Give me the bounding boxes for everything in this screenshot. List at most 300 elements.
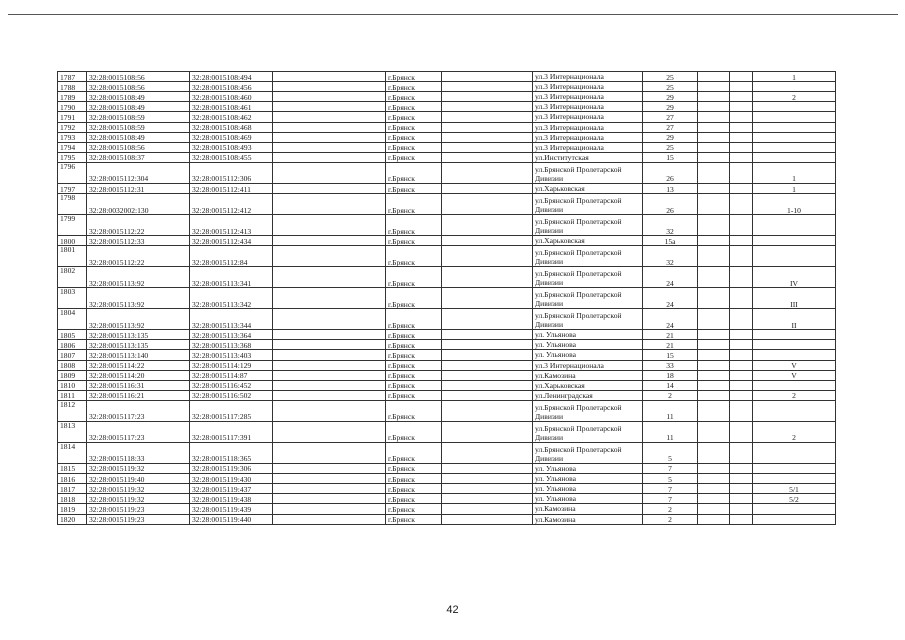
blank-cell xyxy=(698,340,730,350)
blank-cell xyxy=(698,215,730,236)
blank-cell xyxy=(273,72,386,82)
blank-cell xyxy=(698,246,730,267)
parcel-cadastral-number-cell: 32:28:0015119:32 xyxy=(87,484,190,494)
row-number-cell: 1805 xyxy=(58,330,87,340)
row-number-cell: 1790 xyxy=(58,102,87,112)
apartment-number-cell: 1 xyxy=(753,162,836,183)
apartment-number-cell: IV xyxy=(753,267,836,288)
street-cell: ул. Ульянова xyxy=(533,463,643,473)
row-number-cell: 1800 xyxy=(58,236,87,246)
house-number-cell: 26 xyxy=(643,194,698,215)
city-cell: г.Брянск xyxy=(386,340,442,350)
street-cell: ул.3 Интернационала xyxy=(533,142,643,152)
row-number-cell: 1798 xyxy=(58,194,87,215)
table-row xyxy=(58,236,836,246)
city-cell: г.Брянск xyxy=(386,122,442,132)
house-number-cell: 29 xyxy=(643,102,698,112)
blank-cell xyxy=(442,142,533,152)
object-cadastral-number-cell: 32:28:0015112:84 xyxy=(190,246,273,267)
apartment-number-cell xyxy=(753,350,836,360)
house-number-cell: 11 xyxy=(643,421,698,442)
blank-cell xyxy=(442,309,533,330)
house-number-cell: 13 xyxy=(643,183,698,193)
blank-cell xyxy=(442,474,533,484)
blank-cell xyxy=(442,132,533,142)
apartment-number-cell xyxy=(753,340,836,350)
blank-cell xyxy=(273,194,386,215)
blank-cell xyxy=(442,421,533,442)
top-rule xyxy=(8,14,898,15)
city-cell: г.Брянск xyxy=(386,162,442,183)
parcel-cadastral-number-cell: 32:28:0015112:31 xyxy=(87,183,190,193)
apartment-number-cell xyxy=(753,122,836,132)
street-cell: ул.Брянской Пролетарской Дивизии xyxy=(533,215,643,236)
blank-cell xyxy=(698,122,730,132)
table-row xyxy=(58,494,836,504)
apartment-number-cell xyxy=(753,514,836,524)
blank-cell xyxy=(698,194,730,215)
table-row xyxy=(58,340,836,350)
city-cell: г.Брянск xyxy=(386,494,442,504)
street-cell: ул.Институтская xyxy=(533,152,643,162)
apartment-number-cell xyxy=(753,246,836,267)
blank-cell xyxy=(698,350,730,360)
parcel-cadastral-number-cell: 32:28:0015119:40 xyxy=(87,474,190,484)
blank-cell xyxy=(730,474,753,484)
blank-cell xyxy=(698,360,730,370)
house-number-cell: 32 xyxy=(643,246,698,267)
object-cadastral-number-cell: 32:28:0015117:285 xyxy=(190,400,273,421)
parcel-cadastral-number-cell: 32:28:0015112:22 xyxy=(87,215,190,236)
blank-cell xyxy=(730,309,753,330)
apartment-number-cell xyxy=(753,380,836,390)
object-cadastral-number-cell: 32:28:0015108:460 xyxy=(190,92,273,102)
blank-cell xyxy=(698,370,730,380)
blank-cell xyxy=(730,72,753,82)
city-cell: г.Брянск xyxy=(386,400,442,421)
parcel-cadastral-number-cell: 32:28:0015114:20 xyxy=(87,370,190,380)
blank-cell xyxy=(698,400,730,421)
street-cell: ул.Брянской Пролетарской Дивизии xyxy=(533,421,643,442)
register-table xyxy=(57,71,836,525)
blank-cell xyxy=(273,421,386,442)
blank-cell xyxy=(730,504,753,514)
blank-cell xyxy=(442,92,533,102)
blank-cell xyxy=(273,442,386,463)
house-number-cell: 15а xyxy=(643,236,698,246)
blank-cell xyxy=(273,267,386,288)
row-number-cell: 1789 xyxy=(58,92,87,102)
blank-cell xyxy=(730,194,753,215)
city-cell: г.Брянск xyxy=(386,82,442,92)
blank-cell xyxy=(273,360,386,370)
apartment-number-cell xyxy=(753,82,836,92)
blank-cell xyxy=(698,380,730,390)
object-cadastral-number-cell: 32:28:0015113:341 xyxy=(190,267,273,288)
object-cadastral-number-cell: 32:28:0015108:456 xyxy=(190,82,273,92)
blank-cell xyxy=(273,288,386,309)
blank-cell xyxy=(273,112,386,122)
blank-cell xyxy=(730,246,753,267)
table-row xyxy=(58,442,836,463)
city-cell: г.Брянск xyxy=(386,474,442,484)
parcel-cadastral-number-cell: 32:28:0015119:23 xyxy=(87,504,190,514)
blank-cell xyxy=(730,390,753,400)
parcel-cadastral-number-cell: 32:28:0015116:21 xyxy=(87,390,190,400)
parcel-cadastral-number-cell: 32:28:0015108:56 xyxy=(87,82,190,92)
blank-cell xyxy=(442,267,533,288)
apartment-number-cell: III xyxy=(753,288,836,309)
blank-cell xyxy=(442,330,533,340)
street-cell: ул.3 Интернационала xyxy=(533,360,643,370)
table-row xyxy=(58,474,836,484)
table-row xyxy=(58,102,836,112)
street-cell: ул.3 Интернационала xyxy=(533,132,643,142)
city-cell: г.Брянск xyxy=(386,183,442,193)
street-cell: ул.Харьковская xyxy=(533,380,643,390)
blank-cell xyxy=(730,330,753,340)
house-number-cell: 14 xyxy=(643,380,698,390)
parcel-cadastral-number-cell: 32:28:0015117:23 xyxy=(87,400,190,421)
house-number-cell: 15 xyxy=(643,152,698,162)
object-cadastral-number-cell: 32:28:0015108:494 xyxy=(190,72,273,82)
blank-cell xyxy=(698,183,730,193)
street-cell: ул.3 Интернационала xyxy=(533,122,643,132)
apartment-number-cell: 2 xyxy=(753,92,836,102)
apartment-number-cell: 5/2 xyxy=(753,494,836,504)
parcel-cadastral-number-cell: 32:28:0015108:37 xyxy=(87,152,190,162)
house-number-cell: 2 xyxy=(643,504,698,514)
table-row xyxy=(58,463,836,473)
object-cadastral-number-cell: 32:28:0015112:412 xyxy=(190,194,273,215)
row-number-cell: 1787 xyxy=(58,72,87,82)
street-cell: ул.Брянской Пролетарской Дивизии xyxy=(533,288,643,309)
apartment-number-cell: 5/1 xyxy=(753,484,836,494)
table-row xyxy=(58,504,836,514)
blank-cell xyxy=(442,360,533,370)
table-row xyxy=(58,421,836,442)
apartment-number-cell xyxy=(753,152,836,162)
blank-cell xyxy=(698,142,730,152)
blank-cell xyxy=(730,162,753,183)
parcel-cadastral-number-cell: 32:28:0015114:22 xyxy=(87,360,190,370)
blank-cell xyxy=(273,514,386,524)
table-row xyxy=(58,380,836,390)
blank-cell xyxy=(730,267,753,288)
city-cell: г.Брянск xyxy=(386,267,442,288)
blank-cell xyxy=(698,267,730,288)
table-row xyxy=(58,82,836,92)
house-number-cell: 27 xyxy=(643,122,698,132)
city-cell: г.Брянск xyxy=(386,463,442,473)
apartment-number-cell xyxy=(753,504,836,514)
blank-cell xyxy=(442,246,533,267)
city-cell: г.Брянск xyxy=(386,390,442,400)
apartment-number-cell: 2 xyxy=(753,390,836,400)
row-number-cell: 1794 xyxy=(58,142,87,152)
blank-cell xyxy=(698,92,730,102)
street-cell: ул.3 Интернационала xyxy=(533,72,643,82)
table-row xyxy=(58,400,836,421)
city-cell: г.Брянск xyxy=(386,246,442,267)
table-row xyxy=(58,183,836,193)
table-row xyxy=(58,215,836,236)
row-number-cell: 1802 xyxy=(58,267,87,288)
street-cell: ул.Харьковская xyxy=(533,183,643,193)
house-number-cell: 11 xyxy=(643,400,698,421)
parcel-cadastral-number-cell: 32:28:0015108:56 xyxy=(87,72,190,82)
parcel-cadastral-number-cell: 32:28:0015117:23 xyxy=(87,421,190,442)
blank-cell xyxy=(698,288,730,309)
street-cell: ул. Ульянова xyxy=(533,350,643,360)
row-number-cell: 1816 xyxy=(58,474,87,484)
blank-cell xyxy=(730,288,753,309)
city-cell: г.Брянск xyxy=(386,112,442,122)
house-number-cell: 7 xyxy=(643,484,698,494)
house-number-cell: 29 xyxy=(643,132,698,142)
street-cell: ул.3 Интернационала xyxy=(533,82,643,92)
table-row xyxy=(58,132,836,142)
table-row xyxy=(58,194,836,215)
blank-cell xyxy=(698,442,730,463)
house-number-cell: 24 xyxy=(643,267,698,288)
object-cadastral-number-cell: 32:28:0015117:391 xyxy=(190,421,273,442)
object-cadastral-number-cell: 32:28:0015113:403 xyxy=(190,350,273,360)
table-row xyxy=(58,112,836,122)
row-number-cell: 1814 xyxy=(58,442,87,463)
street-cell: ул.Ленинградская xyxy=(533,390,643,400)
row-number-cell: 1807 xyxy=(58,350,87,360)
parcel-cadastral-number-cell: 32:28:0015118:33 xyxy=(87,442,190,463)
object-cadastral-number-cell: 32:28:0015114:87 xyxy=(190,370,273,380)
row-number-cell: 1788 xyxy=(58,82,87,92)
blank-cell xyxy=(442,463,533,473)
blank-cell xyxy=(273,162,386,183)
object-cadastral-number-cell: 32:28:0015119:439 xyxy=(190,504,273,514)
street-cell: ул.Брянской Пролетарской Дивизии xyxy=(533,246,643,267)
blank-cell xyxy=(730,92,753,102)
house-number-cell: 15 xyxy=(643,350,698,360)
row-number-cell: 1819 xyxy=(58,504,87,514)
parcel-cadastral-number-cell: 32:28:0015108:49 xyxy=(87,102,190,112)
object-cadastral-number-cell: 32:28:0015108:462 xyxy=(190,112,273,122)
parcel-cadastral-number-cell: 32:28:0015119:32 xyxy=(87,463,190,473)
blank-cell xyxy=(730,350,753,360)
city-cell: г.Брянск xyxy=(386,514,442,524)
blank-cell xyxy=(730,82,753,92)
street-cell: ул. Ульянова xyxy=(533,340,643,350)
street-cell: ул. Ульянова xyxy=(533,494,643,504)
blank-cell xyxy=(442,494,533,504)
blank-cell xyxy=(698,152,730,162)
blank-cell xyxy=(273,132,386,142)
house-number-cell: 25 xyxy=(643,72,698,82)
house-number-cell: 32 xyxy=(643,215,698,236)
blank-cell xyxy=(730,463,753,473)
blank-cell xyxy=(442,236,533,246)
table-row xyxy=(58,484,836,494)
blank-cell xyxy=(442,390,533,400)
city-cell: г.Брянск xyxy=(386,380,442,390)
apartment-number-cell: 1 xyxy=(753,72,836,82)
blank-cell xyxy=(698,162,730,183)
apartment-number-cell xyxy=(753,463,836,473)
blank-cell xyxy=(730,183,753,193)
city-cell: г.Брянск xyxy=(386,421,442,442)
street-cell: ул.Брянской Пролетарской Дивизии xyxy=(533,309,643,330)
table-row xyxy=(58,288,836,309)
parcel-cadastral-number-cell: 32:28:0015112:22 xyxy=(87,246,190,267)
blank-cell xyxy=(730,152,753,162)
blank-cell xyxy=(273,102,386,112)
row-number-cell: 1818 xyxy=(58,494,87,504)
street-cell: ул. Ульянова xyxy=(533,484,643,494)
blank-cell xyxy=(442,442,533,463)
blank-cell xyxy=(730,132,753,142)
street-cell: ул. Ульянова xyxy=(533,474,643,484)
city-cell: г.Брянск xyxy=(386,504,442,514)
blank-cell xyxy=(442,350,533,360)
object-cadastral-number-cell: 32:28:0015112:434 xyxy=(190,236,273,246)
city-cell: г.Брянск xyxy=(386,152,442,162)
object-cadastral-number-cell: 32:28:0015113:364 xyxy=(190,330,273,340)
apartment-number-cell xyxy=(753,132,836,142)
street-cell: ул.Брянской Пролетарской Дивизии xyxy=(533,267,643,288)
street-cell: ул.Брянской Пролетарской Дивизии xyxy=(533,162,643,183)
parcel-cadastral-number-cell: 32:28:0015108:49 xyxy=(87,92,190,102)
blank-cell xyxy=(442,183,533,193)
object-cadastral-number-cell: 32:28:0015108:493 xyxy=(190,142,273,152)
city-cell: г.Брянск xyxy=(386,102,442,112)
parcel-cadastral-number-cell: 32:28:0015108:49 xyxy=(87,132,190,142)
table-row xyxy=(58,370,836,380)
blank-cell xyxy=(442,288,533,309)
blank-cell xyxy=(730,484,753,494)
apartment-number-cell: 1 xyxy=(753,183,836,193)
object-cadastral-number-cell: 32:28:0015119:437 xyxy=(190,484,273,494)
blank-cell xyxy=(273,390,386,400)
row-number-cell: 1820 xyxy=(58,514,87,524)
blank-cell xyxy=(698,82,730,92)
row-number-cell: 1813 xyxy=(58,421,87,442)
object-cadastral-number-cell: 32:28:0015116:452 xyxy=(190,380,273,390)
row-number-cell: 1803 xyxy=(58,288,87,309)
street-cell: ул.3 Интернационала xyxy=(533,112,643,122)
blank-cell xyxy=(730,236,753,246)
house-number-cell: 5 xyxy=(643,442,698,463)
object-cadastral-number-cell: 32:28:0015113:342 xyxy=(190,288,273,309)
house-number-cell: 24 xyxy=(643,309,698,330)
blank-cell xyxy=(698,484,730,494)
object-cadastral-number-cell: 32:28:0015119:440 xyxy=(190,514,273,524)
parcel-cadastral-number-cell: 32:28:0015113:92 xyxy=(87,267,190,288)
city-cell: г.Брянск xyxy=(386,72,442,82)
street-cell: ул.Камозина xyxy=(533,504,643,514)
object-cadastral-number-cell: 32:28:0015119:438 xyxy=(190,494,273,504)
blank-cell xyxy=(442,215,533,236)
apartment-number-cell xyxy=(753,442,836,463)
row-number-cell: 1795 xyxy=(58,152,87,162)
table-row xyxy=(58,330,836,340)
object-cadastral-number-cell: 32:28:0015119:306 xyxy=(190,463,273,473)
city-cell: г.Брянск xyxy=(386,442,442,463)
blank-cell xyxy=(698,236,730,246)
street-cell: ул. Ульянова xyxy=(533,330,643,340)
blank-cell xyxy=(730,215,753,236)
row-number-cell: 1809 xyxy=(58,370,87,380)
street-cell: ул.Брянской Пролетарской Дивизии xyxy=(533,442,643,463)
blank-cell xyxy=(730,400,753,421)
blank-cell xyxy=(698,504,730,514)
house-number-cell: 33 xyxy=(643,360,698,370)
blank-cell xyxy=(273,215,386,236)
blank-cell xyxy=(273,82,386,92)
blank-cell xyxy=(698,390,730,400)
house-number-cell: 25 xyxy=(643,82,698,92)
blank-cell xyxy=(730,102,753,112)
parcel-cadastral-number-cell: 32:28:0015108:59 xyxy=(87,112,190,122)
row-number-cell: 1801 xyxy=(58,246,87,267)
blank-cell xyxy=(698,72,730,82)
house-number-cell: 5 xyxy=(643,474,698,484)
blank-cell xyxy=(273,183,386,193)
row-number-cell: 1804 xyxy=(58,309,87,330)
parcel-cadastral-number-cell: 32:28:0015119:23 xyxy=(87,514,190,524)
house-number-cell: 24 xyxy=(643,288,698,309)
blank-cell xyxy=(273,484,386,494)
blank-cell xyxy=(698,474,730,484)
city-cell: г.Брянск xyxy=(386,92,442,102)
table-row xyxy=(58,72,836,82)
blank-cell xyxy=(730,442,753,463)
blank-cell xyxy=(442,112,533,122)
object-cadastral-number-cell: 32:28:0015112:306 xyxy=(190,162,273,183)
blank-cell xyxy=(273,494,386,504)
parcel-cadastral-number-cell: 32:28:0015112:33 xyxy=(87,236,190,246)
blank-cell xyxy=(273,309,386,330)
apartment-number-cell: 2 xyxy=(753,421,836,442)
blank-cell xyxy=(698,309,730,330)
row-number-cell: 1815 xyxy=(58,463,87,473)
table-row xyxy=(58,360,836,370)
city-cell: г.Брянск xyxy=(386,194,442,215)
object-cadastral-number-cell: 32:28:0015112:411 xyxy=(190,183,273,193)
apartment-number-cell xyxy=(753,330,836,340)
blank-cell xyxy=(273,463,386,473)
blank-cell xyxy=(273,92,386,102)
table-row xyxy=(58,246,836,267)
city-cell: г.Брянск xyxy=(386,484,442,494)
blank-cell xyxy=(273,122,386,132)
object-cadastral-number-cell: 32:28:0015114:129 xyxy=(190,360,273,370)
row-number-cell: 1817 xyxy=(58,484,87,494)
house-number-cell: 2 xyxy=(643,390,698,400)
row-number-cell: 1806 xyxy=(58,340,87,350)
parcel-cadastral-number-cell: 32:28:0015113:135 xyxy=(87,330,190,340)
object-cadastral-number-cell: 32:28:0015112:413 xyxy=(190,215,273,236)
object-cadastral-number-cell: 32:28:0015119:430 xyxy=(190,474,273,484)
blank-cell xyxy=(698,494,730,504)
blank-cell xyxy=(273,400,386,421)
blank-cell xyxy=(442,194,533,215)
blank-cell xyxy=(273,380,386,390)
apartment-number-cell xyxy=(753,142,836,152)
apartment-number-cell: V xyxy=(753,370,836,380)
house-number-cell: 25 xyxy=(643,142,698,152)
row-number-cell: 1811 xyxy=(58,390,87,400)
street-cell: ул.Брянской Пролетарской Дивизии xyxy=(533,194,643,215)
row-number-cell: 1797 xyxy=(58,183,87,193)
